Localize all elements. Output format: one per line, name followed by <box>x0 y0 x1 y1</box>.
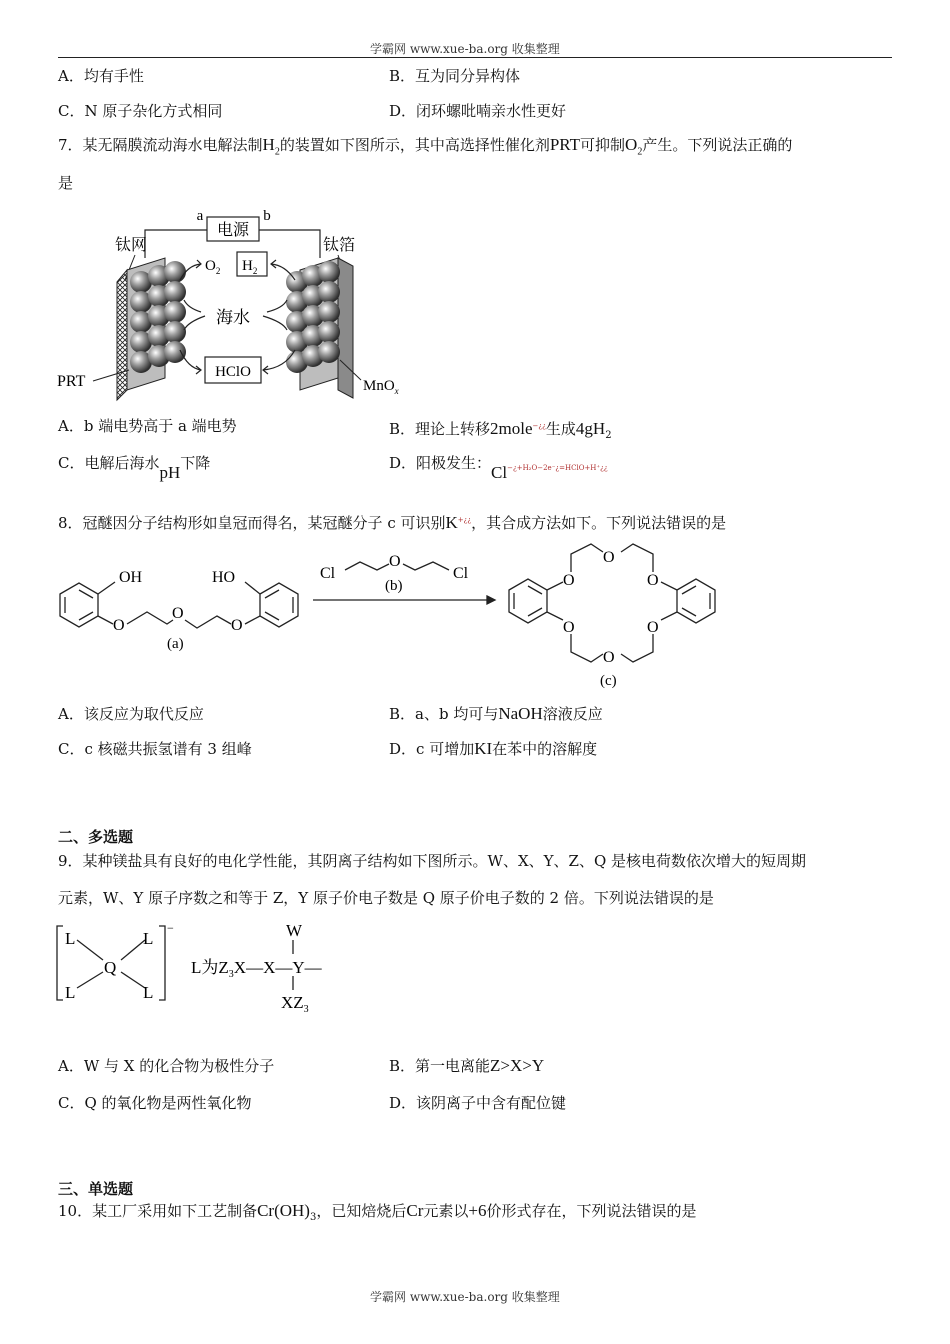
q7-stem: 7．某无隔膜流动海水电解法制$H_2$的装置如下图所示，其中高选择性催化剂PRT可抑制$O_2$产生。下列说法正确的 <box>58 135 793 158</box>
page-header: 学霸网 www.xue-ba.org 收集整理 <box>370 42 560 56</box>
ligand-l-2: L <box>143 929 154 948</box>
o2-label: $O_2$ <box>205 258 221 276</box>
page-footer: 学霸网 www.xue-ba.org 收集整理 <box>370 1290 560 1304</box>
ligand-l-1: L <box>65 929 76 948</box>
section-title-multiple-choice: 二、多选题 <box>58 828 134 846</box>
crown-o-2: O <box>603 549 615 566</box>
q8-option-b: B．a、b 均可与NaOH溶液反应 <box>389 704 603 723</box>
ether-o-2: O <box>172 605 184 622</box>
seawater-label: 海水 <box>216 308 250 327</box>
q6-option-d: D．闭环螺吡喃亲水性更好 <box>389 102 567 120</box>
oh-label-a: OH <box>119 569 143 586</box>
q7-stem-line2: 是 <box>58 174 74 192</box>
anion-charge: − <box>167 921 174 935</box>
q8-option-d: D．c 可增加KI在苯中的溶解度 <box>389 739 598 758</box>
q10-stem: 10．某工厂采用如下工艺制备$Cr(OH)_3$，已知焙烧后Cr元素以+6价形式存在，下列说法错误的是 <box>58 1201 697 1223</box>
cl-label-1: Cl <box>320 565 336 582</box>
benzene-ring-c1 <box>509 579 547 623</box>
q8-option-c: C．c 核磁共振氢谱有 3 组峰 <box>58 740 252 758</box>
q6-option-b: B．互为同分异构体 <box>389 67 521 85</box>
section-title-single-choice: 三、单选题 <box>58 1180 134 1198</box>
ti-foil-electrode <box>338 258 353 398</box>
q7-option-c: C．电解后海水pH下降 <box>58 454 211 482</box>
ether-o-b: O <box>389 553 401 570</box>
ligand-l-4: L <box>143 983 154 1002</box>
q6-option-a: A．均有手性 <box>58 67 144 85</box>
center-q: Q <box>104 958 117 977</box>
q9-option-a: A．W 与 X 的化合物为极性分子 <box>58 1057 275 1075</box>
q7-option-a: A．b 端电势高于 a 端电势 <box>58 417 237 435</box>
hclo-label: HClO <box>215 364 251 380</box>
q9-option-d: D．该阴离子中含有配位键 <box>389 1094 567 1112</box>
ether-o-3: O <box>231 617 243 634</box>
power-label: 电源 <box>216 222 250 239</box>
ligand-l-3: L <box>65 983 76 1002</box>
anion-structure-figure <box>55 918 375 1018</box>
mnox-label: MnO$_x$ <box>363 378 399 396</box>
crown-o-6: O <box>647 619 659 636</box>
benzene-ring-c2 <box>677 579 715 623</box>
terminal-b: b <box>263 208 271 224</box>
q9-option-b: B．第一电离能Z>X>Y <box>389 1056 545 1075</box>
label-c: (c) <box>600 673 617 689</box>
atom-w: W <box>286 921 303 940</box>
benzene-ring-a1 <box>60 583 98 627</box>
ti-foil-label: 钛箔 <box>323 237 356 254</box>
h2-label: $H_2$ <box>242 258 258 276</box>
group-xz3: $XZ_3$ <box>281 993 309 1015</box>
crown-o-1: O <box>563 572 575 589</box>
q6-option-c: C．N 原子杂化方式相同 <box>58 102 223 120</box>
q8-stem: 8．冠醚因分子结构形如皇冠而得名，某冠醚分子 c 可识别K+¿¿，其合成方法如下。下列说法错误的是 <box>58 513 727 532</box>
label-a: (a) <box>167 636 184 652</box>
header-rule <box>58 57 892 58</box>
crown-o-3: O <box>647 572 659 589</box>
ti-mesh-electrode <box>117 270 127 400</box>
ti-mesh-label: 钛网 <box>115 237 148 254</box>
q9-stem-line2: 元素，W、Y 原子序数之和等于 Z，Y 原子价电子数是 Q 原子价电子数的 2 倍。下列说法错误的是 <box>58 889 714 907</box>
prt-label: PRT <box>57 373 86 390</box>
ho-label-a: HO <box>212 569 236 586</box>
q9-option-c: C．Q 的氧化物是两性氧化物 <box>58 1094 252 1112</box>
crown-ether-synthesis-figure <box>55 540 735 695</box>
benzene-ring-a2 <box>260 583 298 627</box>
ether-o-1: O <box>113 617 125 634</box>
ligand-definition: L为$Z_3X—X—Y—$ <box>191 958 322 980</box>
q7-option-b: B．理论上转移2mole−¿¿生成$4gH_2$ <box>389 419 612 441</box>
q9-stem-line1: 9．某种镁盐具有良好的电化学性能，其阴离子结构如下图所示。W、X、Y、Z、Q 是核电荷数依次增大的短周期 <box>58 852 807 870</box>
crown-o-4: O <box>563 619 575 636</box>
left-catalyst-balls <box>130 261 186 373</box>
cl-label-2: Cl <box>453 565 469 582</box>
q7-option-d: D．阳极发生：Cl−¿+H₂O−2e⁻¿=HClO+H⁺¿¿ <box>389 454 608 482</box>
q8-option-a: A．该反应为取代反应 <box>58 705 204 723</box>
label-b: (b) <box>385 578 403 594</box>
crown-o-5: O <box>603 649 615 666</box>
electrolysis-figure <box>55 200 425 410</box>
terminal-a: a <box>196 208 204 224</box>
